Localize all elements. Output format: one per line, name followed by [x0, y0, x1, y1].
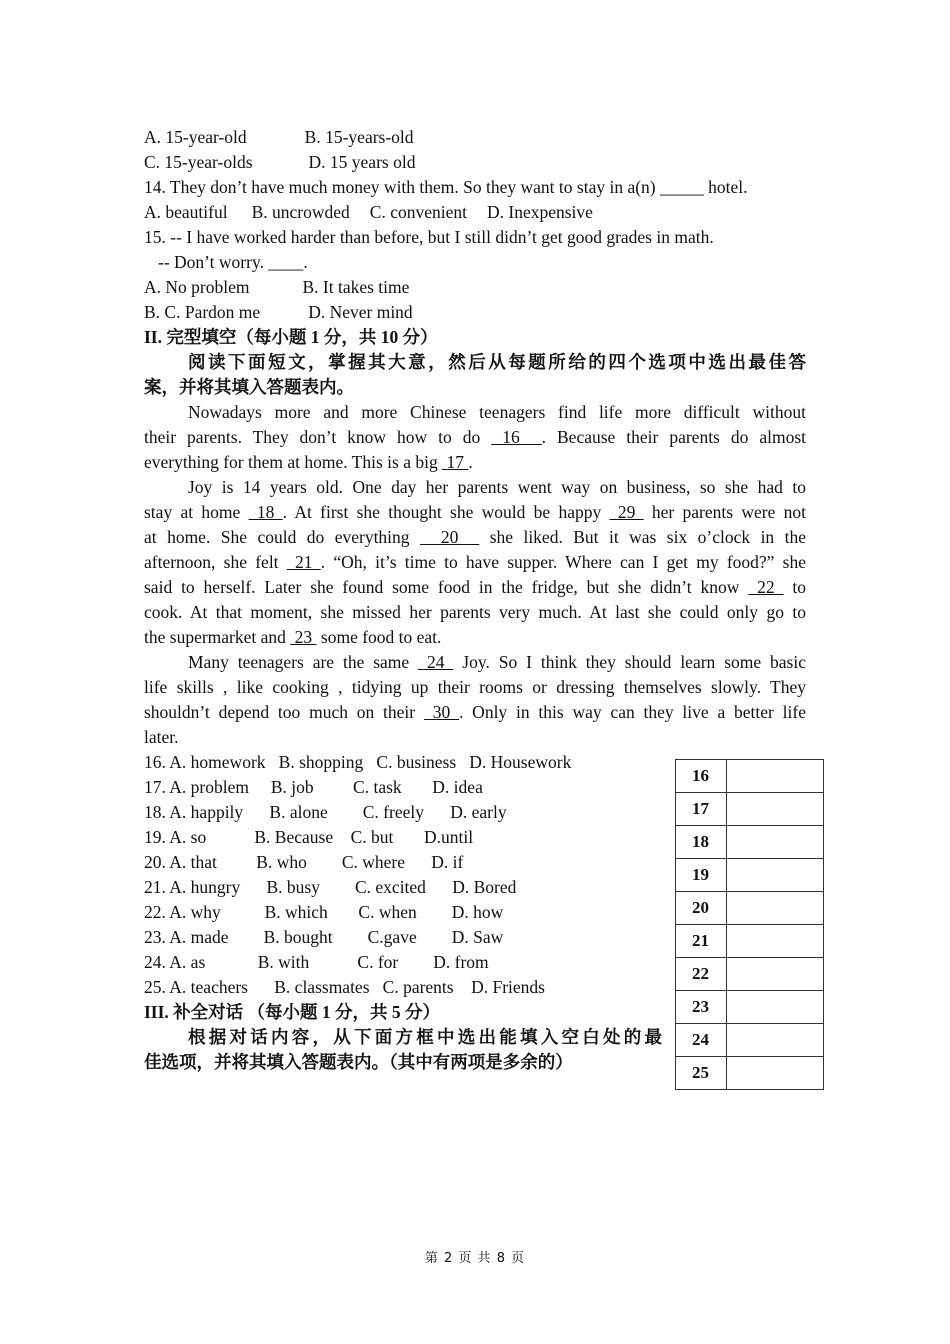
blank-30: 30 [423, 702, 460, 722]
answer-row [676, 925, 824, 958]
passage-p2-line2: stay at home 18 . At first she thought she would be happy 29 her parents were not [144, 502, 807, 522]
answer-cell[interactable] [727, 1024, 824, 1057]
blank-21: 21 [286, 552, 321, 572]
passage-p3-line2: life skills , like cooking , tidying up their rooms or dressing themselves slowly. They [144, 677, 806, 697]
blank-17: 17 [442, 452, 469, 472]
option-row-23: 23. A. made B. bought C.gave D. Saw [144, 927, 504, 947]
answer-number: 16 [676, 760, 727, 793]
option-row-25: 25. A. teachers B. classmates C. parents D. Friends [144, 977, 545, 997]
option-row-17: 17. A. problem B. job C. task D. idea [144, 777, 483, 797]
q13-option-d: D. 15 years old [308, 152, 416, 172]
answer-row [676, 760, 824, 793]
answer-row [676, 826, 824, 859]
answer-row [676, 793, 824, 826]
passage-p2-line5: said to herself. Later she found some food in the fridge, but she didn’t know 22 to [144, 577, 807, 597]
q15-options-row1 [144, 275, 409, 300]
option-row-24: 24. A. as B. with C. for D. from [144, 952, 489, 972]
passage-p3-line1: Many teenagers are the same 24 Joy. So I think they should learn some basic [188, 652, 806, 672]
answer-number: 24 [676, 1024, 727, 1057]
option-row-22: 22. A. why B. which C. when D. how [144, 902, 504, 922]
passage-p2-line4: afternoon, she felt 21 . “Oh, it’s time to have supper. Where can I get my food?” she [144, 552, 806, 572]
q13-options-row1 [144, 125, 414, 150]
section2-title: II. 完型填空（每小题 1 分，共 10 分） [144, 327, 438, 347]
q13-option-a: A. 15-year-old [144, 127, 247, 147]
answer-number: 23 [676, 991, 727, 1024]
option-row-19: 19. A. so B. Because C. but D.until [144, 827, 474, 847]
passage-p2-line6: cook. At that moment, she missed her parents very much. At last she could only go to [144, 602, 806, 622]
q13-option-b: B. 15-years-old [304, 127, 414, 147]
answer-cell[interactable] [727, 826, 824, 859]
q14-options [144, 200, 593, 225]
option-row-20: 20. A. that B. who C. where D. if [144, 852, 464, 872]
answer-cell[interactable] [727, 859, 824, 892]
answer-row [676, 1024, 824, 1057]
q14-option-c: C. convenient [369, 202, 467, 222]
answer-table [675, 759, 824, 1090]
blank-24: 24 [418, 652, 454, 672]
passage-p1-line2: their parents. They don’t know how to do 16 . Because their parents do almost [144, 427, 806, 447]
q14-option-d: D. Inexpensive [486, 202, 593, 222]
section3-instruction-line2: 佳选项，并将其填入答题表内。（其中有两项是多余的） [144, 1052, 573, 1072]
answer-row [676, 1057, 824, 1090]
section2-instruction-line1: 阅读下面短文，掌握其大意，然后从每题所给的四个选项中选出最佳答 [188, 352, 806, 372]
answer-cell[interactable] [727, 760, 824, 793]
answer-number: 18 [676, 826, 727, 859]
answer-row [676, 892, 824, 925]
answer-cell[interactable] [727, 1057, 824, 1090]
blank-22: 22 [748, 577, 784, 597]
option-row-21: 21. A. hungry B. busy C. excited D. Bored [144, 877, 517, 897]
option-row-18: 18. A. happily B. alone C. freely D. early [144, 802, 507, 822]
blank-16: 16 [491, 427, 542, 447]
blank-23: 23 [290, 627, 317, 647]
section3-instruction-line1: 根据对话内容，从下面方框中选出能填入空白处的最 [188, 1027, 662, 1047]
answer-row [676, 859, 824, 892]
q15-stem: 15. -- I have worked harder than before, but I still didn’t get good grades in math. [144, 227, 714, 247]
q15-option-b: B. It takes time [302, 277, 410, 297]
q15-option-d: D. Never mind [308, 302, 413, 322]
q14-stem: 14. They don’t have much money with them. So they want to stay in a(n) _____ hotel. [144, 177, 748, 197]
passage-p3-line3: shouldn’t depend too much on their 30 . Only in this way can they live a better life [144, 702, 806, 722]
answer-cell[interactable] [727, 991, 824, 1024]
passage-p3-line4: later. [144, 727, 179, 747]
q15-options-row2 [144, 300, 413, 325]
answer-row [676, 958, 824, 991]
answer-row [676, 991, 824, 1024]
answer-number: 21 [676, 925, 727, 958]
blank-18: 18 [248, 502, 283, 522]
section3-title: III. 补全对话 （每小题 1 分，共 5 分） [144, 1002, 441, 1022]
passage-p2-line1: Joy is 14 years old. One day her parents went way on business, so she had to [188, 477, 806, 497]
answer-number: 19 [676, 859, 727, 892]
passage-p1-line3: everything for them at home. This is a big 17 . [144, 452, 473, 472]
section2-instruction-line2: 案，并将其填入答题表内。 [144, 377, 354, 397]
q15-option-c: B. C. Pardon me [144, 302, 261, 322]
q14-option-b: B. uncrowded [251, 202, 350, 222]
answer-cell[interactable] [727, 925, 824, 958]
blank-29: 29 [609, 502, 644, 522]
q15-option-a: A. No problem [144, 277, 250, 297]
answer-cell[interactable] [727, 793, 824, 826]
page-footer: 第 2 页 共 8 页 [424, 1251, 526, 1266]
q13-option-c: C. 15-year-olds [144, 152, 253, 172]
passage-p1-line1: Nowadays more and more Chinese teenagers find life more difficult without [188, 402, 806, 422]
passage-p2-line7: the supermarket and 23 some food to eat. [144, 627, 442, 647]
blank-20: 20 [419, 527, 480, 547]
q15-reply: -- Don’t worry. ____. [158, 252, 308, 272]
passage-p2-line3: at home. She could do everything 20 she liked. But it was six o’clock in the [144, 527, 807, 547]
answer-number: 25 [676, 1057, 727, 1090]
answer-number: 22 [676, 958, 727, 991]
answer-cell[interactable] [727, 958, 824, 991]
answer-number: 20 [676, 892, 727, 925]
answer-number: 17 [676, 793, 727, 826]
q13-options-row2 [144, 150, 415, 175]
q14-option-a: A. beautiful [144, 202, 228, 222]
answer-cell[interactable] [727, 892, 824, 925]
option-row-16: 16. A. homework B. shopping C. business D. Housework [144, 752, 572, 772]
